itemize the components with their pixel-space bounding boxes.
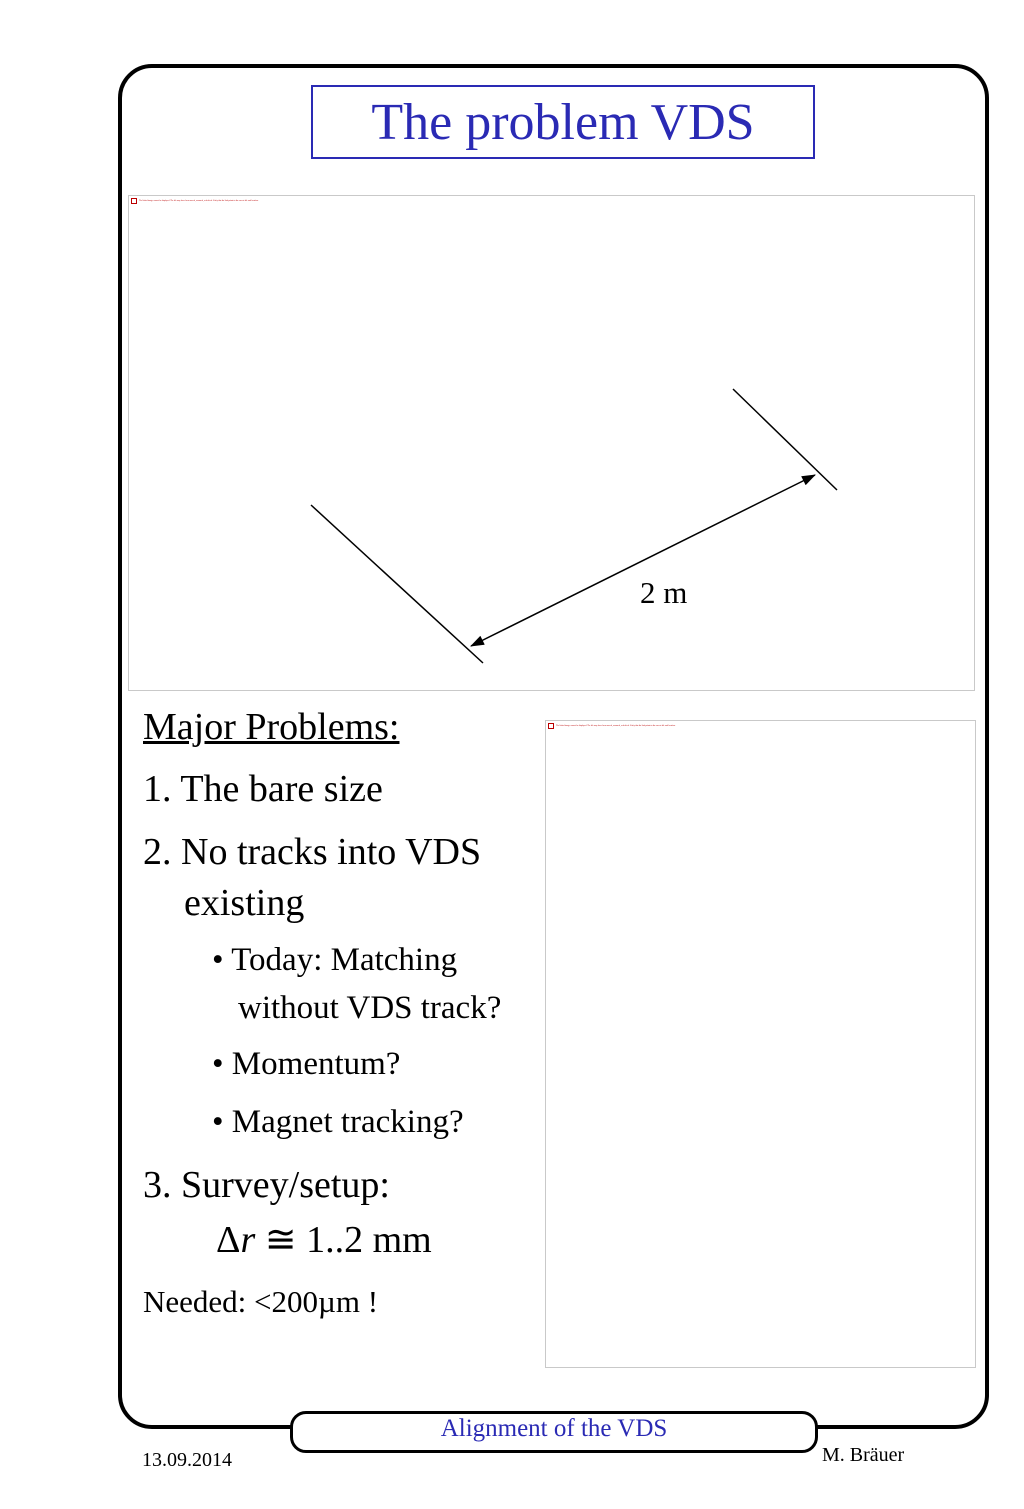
sub-item-1-line2: without VDS track? [238,990,502,1026]
problem-item-3: 3. Survey/setup: [143,1164,390,1206]
footer-date: 13.09.2014 [142,1449,232,1471]
problem-item-2-line2: existing [184,882,305,924]
distance-label: 2 m [640,575,688,610]
formula-variable: r [240,1219,256,1261]
broken-image-notice [548,723,675,729]
broken-image-text: The linked image cannot be displayed. The file may have been moved, renamed, or deleted. Verify that the link points to the correct file and location. [139,200,259,202]
footer-author: M. Bräuer [822,1444,905,1466]
formula-delta: Δ [216,1219,241,1261]
problem-item-2-line1: 2. No tracks into VDS [143,831,482,873]
left-detector-plane [311,505,483,663]
needed-precision: Needed: <200µm ! [143,1284,379,1319]
problem-item-1: 1. The bare size [143,768,383,810]
sub-item-1-line1: • Today: Matching [212,942,458,978]
problems-heading: Major Problems: [143,706,400,748]
formula-value: ≅ 1..2 mm [255,1219,432,1261]
broken-image-text: The linked image cannot be displayed. The file may have been moved, renamed, or deleted. Verify that the link points to the correct file and location. [556,725,676,727]
footer-title: Alignment of the VDS [290,1411,818,1453]
sub-item-3: • Magnet tracking? [212,1104,464,1140]
distance-arrow [471,475,815,646]
slide-title: The problem VDS [311,85,815,159]
right-detector-plane [733,389,837,490]
broken-image-icon [548,723,554,729]
survey-formula [216,1217,432,1262]
right-figure [545,720,976,1368]
sub-item-2: • Momentum? [212,1046,401,1082]
